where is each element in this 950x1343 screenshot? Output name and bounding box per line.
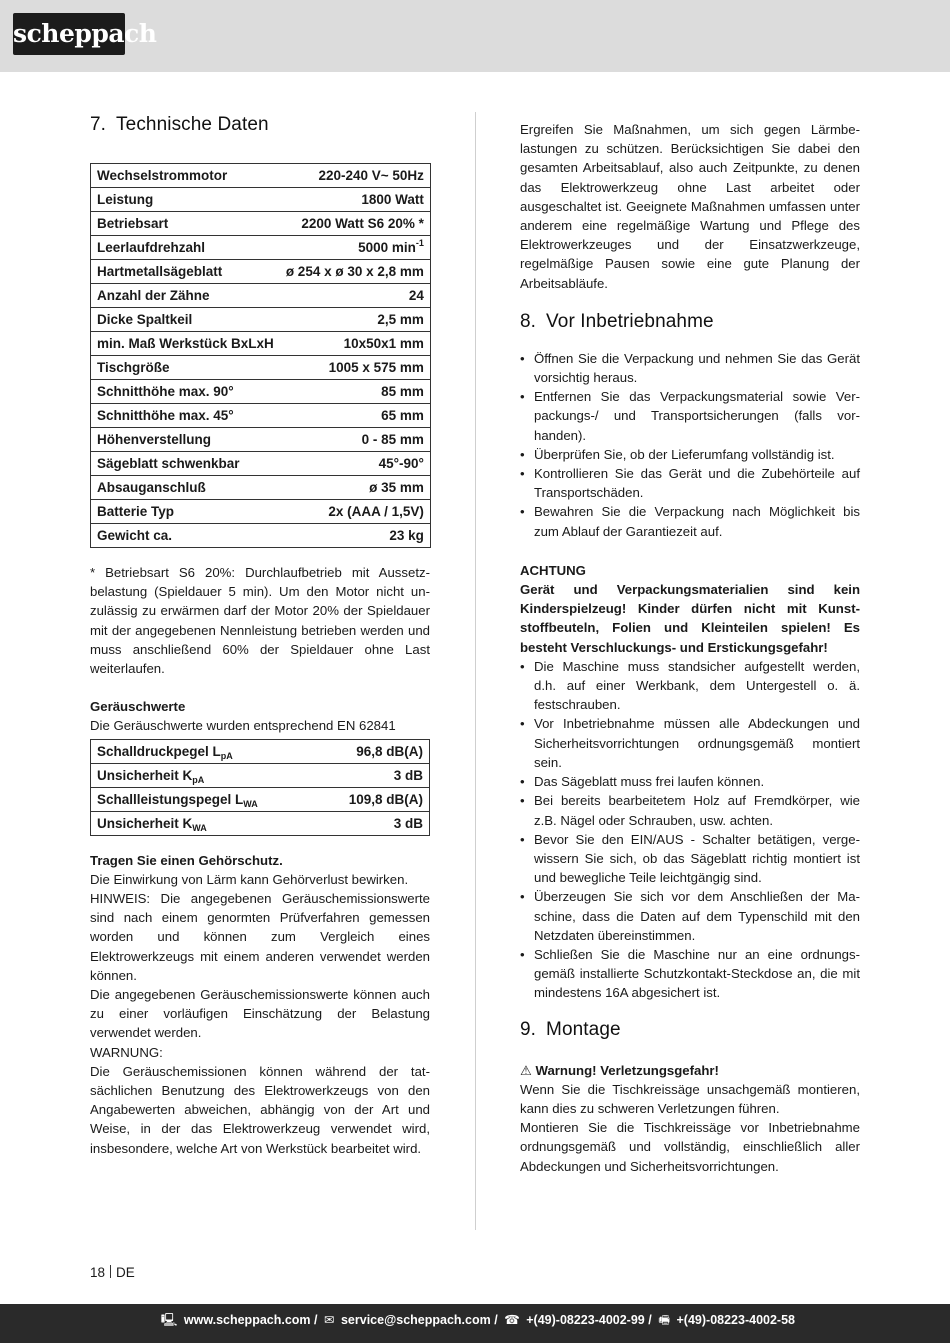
spec-value-text: 85 mm	[381, 384, 424, 399]
footer-website-link[interactable]: www.scheppach.com	[183, 1313, 311, 1327]
footer-separator: /	[648, 1313, 652, 1327]
noise-intro: Die Geräuschwerte wurden entsprechend EN 62841	[90, 718, 396, 734]
mount-warning	[520, 1061, 860, 1080]
section-title: Montage	[546, 1018, 621, 1040]
spec-value	[280, 164, 431, 188]
noise-label-subscript: pA	[220, 750, 233, 761]
noise-label	[91, 739, 317, 763]
header-band	[0, 0, 950, 72]
ear-protection-heading: Tragen Sie einen Gehörschutz.	[90, 852, 283, 868]
spec-value	[280, 428, 431, 452]
noise-label	[91, 763, 317, 787]
footer-contact-bar	[0, 1304, 950, 1343]
page-number	[90, 1265, 135, 1280]
spec-value	[280, 356, 431, 380]
spec-label: Betriebsart	[91, 212, 280, 236]
noise-value: 3 dB	[316, 763, 429, 787]
noise-heading: Geräuschwerte	[90, 699, 186, 715]
spec-label: Hartmetallsägeblatt	[91, 260, 280, 284]
list-item: • Überprüfen Sie, ob der Lieferumfang vollständig ist.	[520, 445, 860, 464]
spec-row	[91, 428, 431, 452]
list-item: • Bevor Sie den EIN/AUS - Schalter betätigen, vergewissern Sie sich, ob das Sägeblatt richtig montiert ist und bewegliche Teile leichtgängig sind.	[520, 830, 860, 888]
spec-row	[91, 356, 431, 380]
mount-warning-text: Warnung! Verletzungsgefahr!	[535, 1062, 719, 1078]
spec-row	[91, 524, 431, 548]
spec-value-text: 1800 Watt	[361, 192, 424, 207]
spec-row	[91, 284, 431, 308]
computer-icon: 🖳	[160, 1313, 178, 1327]
spec-label: Batterie Typ	[91, 500, 280, 524]
section-heading-montage	[520, 1019, 860, 1041]
spec-value	[280, 476, 431, 500]
noise-label-subscript: WA	[192, 822, 207, 833]
noise-label-text: Schallleistungspegel L	[97, 791, 244, 807]
spec-value	[280, 308, 431, 332]
section-number: 7.	[90, 114, 107, 135]
noise-label-subscript: WA	[243, 798, 258, 809]
hint-paragraph	[90, 889, 430, 985]
spec-label: Wechselstrommotor	[91, 164, 280, 188]
warning-label: WARNUNG:	[90, 1044, 163, 1060]
hint-label: HINWEIS:	[90, 891, 151, 907]
footer-phone: +(49)-08223-4002-99	[526, 1313, 645, 1327]
hint-text: Die angegebenen Geräuschemissionswerte sind nach einem genormten Prüfverfahren gemessen worden und können zum Vergleich eines Elektrowerkzeugs mit einem anderen verwendet werden können.	[90, 891, 430, 983]
spec-row	[91, 212, 431, 236]
spec-value-text: 24	[408, 288, 424, 303]
spec-row	[91, 260, 431, 284]
spec-value-text: 2200 Watt S6 20% *	[301, 216, 424, 231]
spec-label: Absauganschluß	[91, 476, 280, 500]
page-language: DE	[116, 1265, 135, 1280]
list-item: • Entfernen Sie das Verpackungsmaterial sowie Verpackungs-/ und Transportsicherungen (falls vorhanden).	[520, 387, 860, 445]
footer-fax: +(49)-08223-4002-58	[676, 1313, 795, 1327]
list-item: • Öffnen Sie die Verpackung und nehmen Sie das Gerät vorsichtig heraus.	[520, 349, 860, 387]
section-number: 8.	[520, 310, 537, 332]
spec-value	[280, 188, 431, 212]
column-divider	[475, 112, 476, 1230]
spec-value	[280, 524, 431, 548]
spec-label: Schnitthöhe max. 45°	[91, 404, 280, 428]
list-item: • Die Maschine muss standsicher aufgestellt werden, d.h. auf einer Werkbank, dem Untergestell o. ä. festschrauben.	[520, 657, 860, 715]
spec-value-text: 1005 x 575 mm	[328, 360, 424, 375]
mount-text-1: Wenn Sie die Tischkreissäge unsachgemäß montieren, kann dies zu schweren Verletzungen führen.	[520, 1081, 860, 1116]
noise-table	[90, 739, 430, 836]
spec-label: Sägeblatt schwenkbar	[91, 452, 280, 476]
noise-value: 96,8 dB(A)	[316, 739, 429, 763]
noise-label-subscript: pA	[192, 774, 205, 785]
spec-value	[280, 380, 431, 404]
noise-value: 3 dB	[316, 811, 429, 835]
spec-value-text: 45°-90°	[378, 456, 424, 471]
spec-label: Leerlaufdrehzahl	[91, 236, 280, 260]
caution-list	[520, 657, 860, 1003]
scheppach-logo: scheppach	[13, 13, 125, 55]
spec-value-text: 10x50x1 mm	[343, 336, 424, 351]
spec-value	[280, 332, 431, 356]
noise-label-text: Unsicherheit K	[97, 767, 193, 783]
mail-icon: ✉	[324, 1313, 335, 1327]
list-item: • Bewahren Sie die Verpackung nach Möglichkeit bis zum Ablauf der Garantiezeit auf.	[520, 502, 860, 540]
spec-row	[91, 380, 431, 404]
warning-triangle-icon: ⚠	[520, 1062, 532, 1078]
spec-label: Höhenverstellung	[91, 428, 280, 452]
phone-icon: ☎	[504, 1313, 520, 1327]
spec-label: Dicke Spaltkeil	[91, 308, 280, 332]
fax-icon: 🖷	[658, 1313, 671, 1327]
ear-protection-text: Die Einwirkung von Lärm kann Gehörverlust bewirken.	[90, 871, 409, 887]
spec-value	[280, 404, 431, 428]
noise-measures-text: Ergreifen Sie Maßnahmen, um sich gegen Lärmbelastungen zu schützen. Berücksichtigen Sie dabei den gesamten Arbeitsablauf, also auch Zeitpunkte, zu denen das Elektrowerkzeug ohne Last arbeitet oder ausgeschaltet ist. Geeignete Maßnahmen umfassen unter anderem eine regelmäßige Wartung und Pflege des Elektrowerkzeuges und der Einsatzwerkzeuge, regelmäßige Pausen sowie eine gute Planung der Arbeitsabläufe.	[520, 122, 860, 291]
noise-label	[91, 811, 317, 835]
spec-row	[91, 404, 431, 428]
list-item: • Das Sägeblatt muss frei laufen können.	[520, 772, 860, 791]
spec-value-superscript: -1	[415, 238, 424, 248]
spec-label: Tischgröße	[91, 356, 280, 380]
right-column	[520, 120, 860, 1176]
spec-row	[91, 188, 431, 212]
spec-value-text: 65 mm	[381, 408, 424, 423]
hint-paragraph-2: Die angegebenen Geräuschemissionswerte können auch zu einer vorläufigen Einschätzung der Belastung verwendet werden.	[90, 987, 430, 1041]
noise-row	[91, 811, 430, 835]
list-item: • Kontrollieren Sie das Gerät und die Zubehörteile auf Transportschäden.	[520, 464, 860, 502]
spec-value-text: 220-240 V~ 50Hz	[318, 168, 424, 183]
spec-value-text: 2,5 mm	[377, 312, 424, 327]
noise-row	[91, 739, 430, 763]
footer-email-link[interactable]: service@scheppach.com	[340, 1313, 491, 1327]
mount-text-2: Montieren Sie die Tischkreissäge vor Inbetriebnahme ordnungsgemäß und vollständig, einschließlich aller Abdeckungen und Sicherheitsvorrichtungen.	[520, 1120, 860, 1174]
page-number-value: 18	[90, 1265, 106, 1280]
noise-label	[91, 787, 317, 811]
caution-label: ACHTUNG	[520, 562, 586, 578]
section-heading-vor-inbetriebnahme	[520, 311, 860, 333]
spec-row	[91, 500, 431, 524]
section-heading-technische-daten	[90, 114, 430, 136]
footer-separator: /	[494, 1313, 498, 1327]
warning-text: Die Geräuschemissionen können während der tatsächlichen Benutzung des Elektrowerkzeugs von den Angabewerten abweichen, abhängig von der Art und Weise, in der das Elektrowerkzeug verwendet wird, insbesondere, welche Art von Werkstück bearbeitet wird.	[90, 1063, 430, 1156]
spec-row	[91, 308, 431, 332]
section-title: Technische Daten	[116, 114, 269, 135]
page-separator	[110, 1265, 111, 1278]
spec-label: min. Maß Werkstück BxLxH	[91, 332, 280, 356]
spec-value	[280, 500, 431, 524]
noise-label-text: Unsicherheit K	[97, 815, 193, 831]
left-column	[90, 114, 430, 1158]
spec-value	[280, 236, 431, 260]
spec-label: Schnitthöhe max. 90°	[91, 380, 280, 404]
footnote: * Betriebsart S6 20%: Durchlaufbetrieb mit Aussetzbelastung (Spieldauer 5 min). Um den Motor nicht unzulässig zu erwärmen darf der Motor 20% der Spieldauer mit der angegebenen Nennleistung betrieben werden und muss anschließend 60% der Spieldauer ohne Last weiterlaufen.	[90, 565, 430, 677]
spec-row	[91, 164, 431, 188]
section-number: 9.	[520, 1018, 537, 1040]
noise-label-text: Schalldruckpegel L	[97, 743, 221, 759]
spec-value	[280, 260, 431, 284]
noise-value: 109,8 dB(A)	[316, 787, 429, 811]
list-item: • Bei bereits bearbeitetem Holz auf Fremdkörper, wie z.B. Nägel oder Schrauben, usw. achten.	[520, 791, 860, 829]
spec-value	[280, 284, 431, 308]
spec-label: Anzahl der Zähne	[91, 284, 280, 308]
spec-value-text: 23 kg	[389, 528, 424, 543]
noise-row	[91, 787, 430, 811]
spec-value-text: 0 - 85 mm	[361, 432, 424, 447]
spec-label: Leistung	[91, 188, 280, 212]
list-item: • Überzeugen Sie sich vor dem Anschließen der Maschine, dass die Daten auf dem Typenschild mit den Netzdaten übereinstimmen.	[520, 887, 860, 945]
spec-row	[91, 236, 431, 260]
spec-value-text: 5000 min	[358, 240, 416, 255]
list-item: • Vor Inbetriebnahme müssen alle Abdeckungen und Sicherheitsvorrichtungen ordnungsgemäß montiert sein.	[520, 714, 860, 772]
spec-value	[280, 212, 431, 236]
spec-row	[91, 332, 431, 356]
footer-separator: /	[314, 1313, 318, 1327]
spec-label: Gewicht ca.	[91, 524, 280, 548]
spec-value-text: ø 35 mm	[369, 480, 424, 495]
list-item: • Schließen Sie die Maschine nur an eine ordnungsgemäß installierte Schutzkontakt-Steckdose an, die mit mindestens 16A abgesichert ist.	[520, 945, 860, 1003]
preparation-list	[520, 349, 860, 541]
spec-value-text: ø 254 x ø 30 x 2,8 mm	[285, 264, 424, 279]
spec-row	[91, 452, 431, 476]
spec-value-text: 2x (AAA / 1,5V)	[328, 504, 424, 519]
noise-row	[91, 763, 430, 787]
caution-text: Gerät und Verpackungsmaterialien sind kein Kinderspielzeug! Kinder dürfen nicht mit Kunststoffbeuteln, Folien und Kleinteilen spielen! Es besteht Verschluckungs- und Erstickungsgefahr!	[520, 582, 860, 655]
spec-table	[90, 163, 431, 548]
spec-value	[280, 452, 431, 476]
section-title: Vor Inbetriebnahme	[546, 310, 714, 332]
spec-row	[91, 476, 431, 500]
